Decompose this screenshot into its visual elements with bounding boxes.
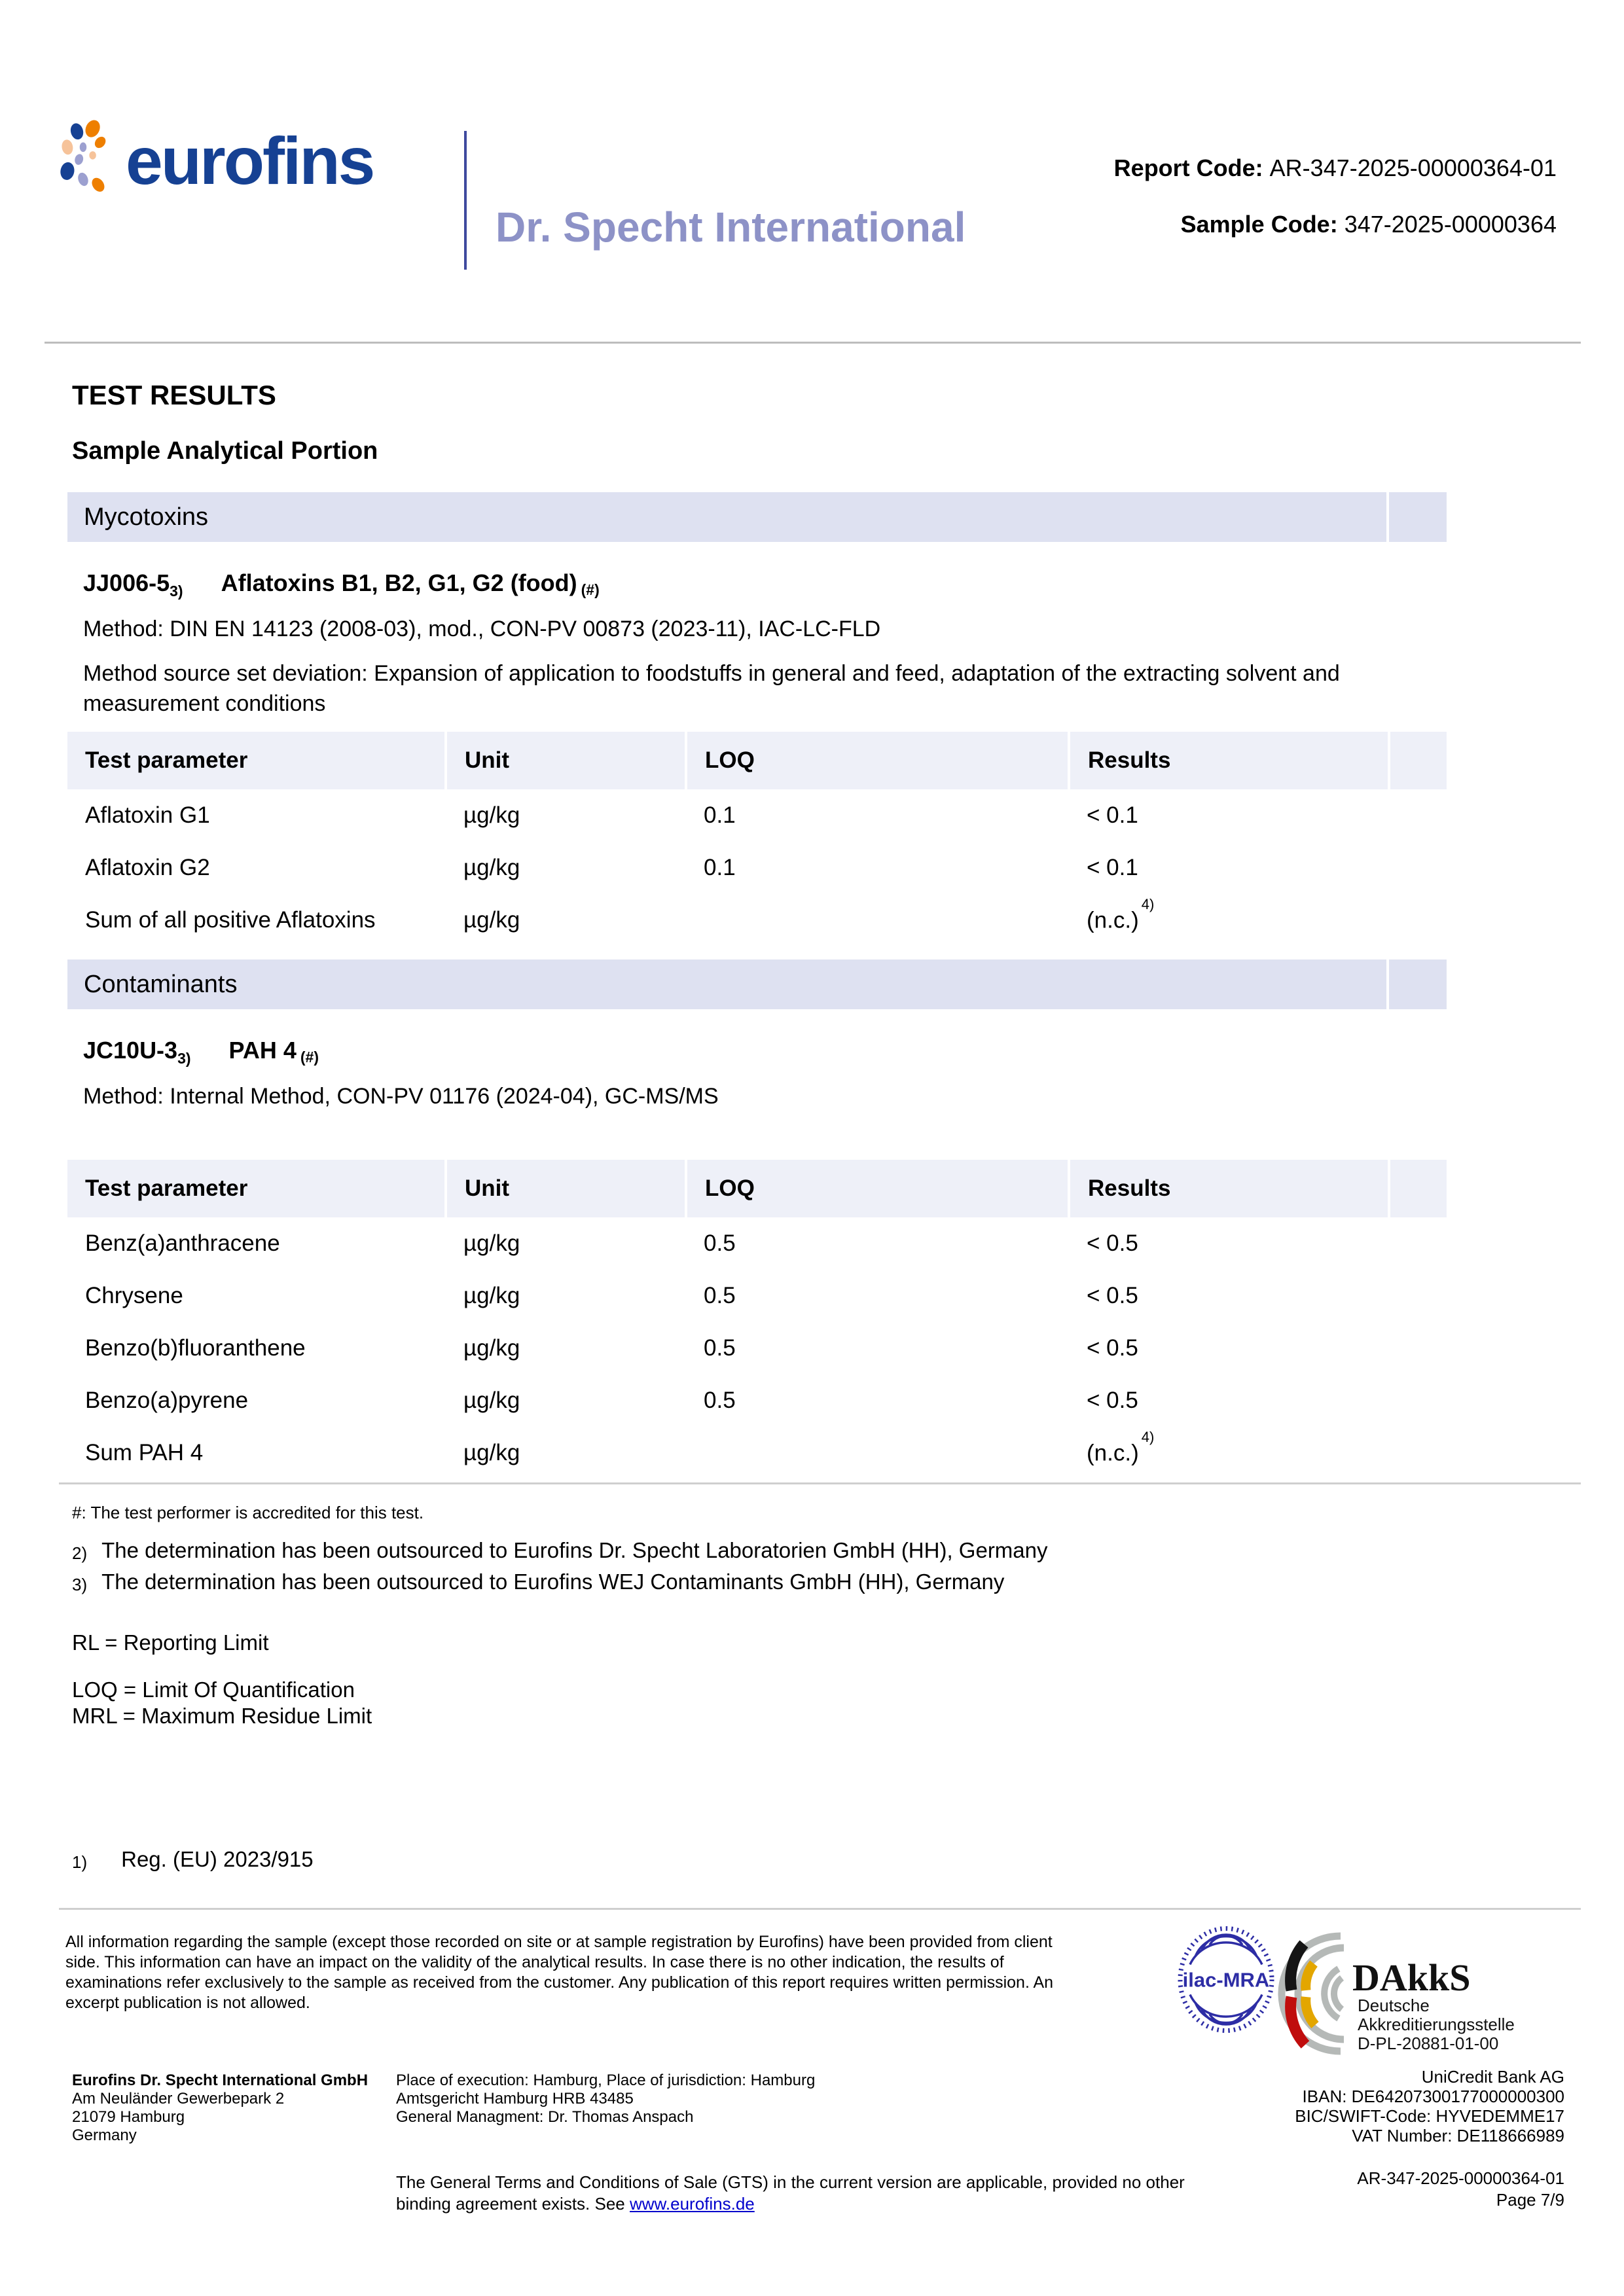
- cell-loq: [686, 1427, 1069, 1479]
- dakks-logo-icon: [1278, 1929, 1360, 2058]
- table-head: [67, 1160, 1447, 1217]
- col-header-results: Results: [1069, 732, 1389, 789]
- dakks-line-1: Deutsche: [1358, 1996, 1430, 2015]
- assay-title-contaminants: [83, 1037, 319, 1067]
- col-header-results: Results: [1069, 1160, 1389, 1217]
- abbreviation-loq: LOQ = Limit Of Quantification: [72, 1677, 355, 1702]
- cell-unit: µg/kg: [463, 1440, 520, 1465]
- abbreviation-loq-mrl: [72, 1677, 372, 1729]
- footer-company-street: Am Neuländer Gewerbepark 2: [72, 2090, 285, 2108]
- sample-code-label: Sample Code:: [1180, 211, 1338, 238]
- col-header-loq: LOQ: [686, 732, 1069, 789]
- cell-spacer: [1389, 1374, 1447, 1427]
- abbreviation-rl: RL = Reporting Limit: [72, 1630, 269, 1655]
- gts-note: [396, 2172, 1227, 2215]
- disclaimer-text: All information regarding the sample (except those recorded on site or at sample registration by Eurofins) have been provided from client side. This information can have an impact on the validity of the analytical results. In case there is no other indication, the results of examinations refer exclusively to the sample as received from the customer. Any publication of this report requires written permission. An excerpt publication is not allowed.: [65, 1933, 1054, 2012]
- footer-bic: BIC/SWIFT-Code: HYVEDEMME17: [1295, 2106, 1564, 2126]
- cell-result: < 0.5: [1087, 1230, 1138, 1256]
- cell-loq: 0.5: [704, 1283, 736, 1308]
- cell-result: < 0.5: [1087, 1283, 1138, 1308]
- col-header-test-parameter: Test parameter: [67, 732, 446, 789]
- col-header-test-parameter: Test parameter: [67, 1160, 446, 1217]
- cell-loq: 0.5: [704, 1230, 736, 1256]
- report-code-line: [1114, 155, 1557, 181]
- eurofins-link[interactable]: www.eurofins.de: [630, 2194, 755, 2214]
- section-band-contaminants: [67, 960, 1447, 1009]
- cell-spacer: [1389, 1322, 1447, 1374]
- cell-unit: µg/kg: [463, 1230, 520, 1256]
- cell-param: Benzo(b)fluoranthene: [85, 1335, 306, 1361]
- table-row: [67, 1374, 1447, 1427]
- brand-subtitle: Dr. Specht International: [496, 204, 966, 251]
- table-row: [67, 1427, 1447, 1479]
- section-band-mycotoxins: [67, 492, 1447, 542]
- results-table-mycotoxins: [67, 732, 1447, 946]
- footnote-1-regulation: [72, 1847, 314, 1872]
- dakks-line-2: Akkreditierungsstelle: [1358, 2015, 1515, 2034]
- cell-loq: 0.1: [704, 802, 736, 828]
- gts-text: The General Terms and Conditions of Sale (GTS) in the current version are applicable, provided no other binding agreement exists. See: [396, 2172, 1185, 2214]
- cell-result: $(n.c.)^{4)}$: [1087, 896, 1155, 933]
- footnote-text: The determination has been outsourced to Eurofins WEJ Contaminants GmbH (HH), Germany: [101, 1570, 1005, 1594]
- col-header-spacer: [1389, 732, 1447, 789]
- eurofins-logo-icon: [60, 120, 122, 195]
- table-row: [67, 1270, 1447, 1322]
- page-number: Page 7/9: [1496, 2190, 1564, 2210]
- footer-iban: IBAN: DE64207300177000000300: [1302, 2087, 1564, 2106]
- footer-report-ref: AR-347-2025-00000364-01: [1357, 2168, 1564, 2188]
- assay-title-mycotoxins: [83, 569, 600, 600]
- table-row: [67, 894, 1447, 946]
- assay-code: JC10U-3: [83, 1037, 178, 1064]
- footnote-marker: 2): [72, 1543, 88, 1563]
- cell-param: Chrysene: [85, 1283, 183, 1308]
- cell-result: $(n.c.)^{4)}$: [1087, 1429, 1155, 1466]
- cell-unit: µg/kg: [463, 1283, 520, 1308]
- cell-param: Benz(a)anthracene: [85, 1230, 280, 1256]
- results-table-contaminants: [67, 1160, 1447, 1479]
- table-row: [67, 842, 1447, 894]
- cell-loq: [686, 894, 1069, 946]
- cell-unit: µg/kg: [463, 1388, 520, 1413]
- page-info-block: [1357, 2168, 1564, 2211]
- footnote-marker: 1): [72, 1852, 88, 1872]
- col-header-spacer: [1389, 1160, 1447, 1217]
- footer-legal-line2: Amtsgericht Hamburg HRB 43485: [396, 2090, 634, 2108]
- dakks-line-3: D-PL-20881-01-00: [1358, 2034, 1499, 2053]
- cell-spacer: [1389, 842, 1447, 894]
- footnote-3: [72, 1570, 1004, 1594]
- assay-name: Aflatoxins B1, B2, G1, G2 (food): [221, 569, 577, 596]
- result-footnote-marker: 4): [1141, 1429, 1155, 1446]
- cell-spacer: [1389, 1270, 1447, 1322]
- sample-code-line: [1114, 211, 1557, 238]
- cell-result: < 0.1: [1087, 855, 1138, 880]
- cell-spacer: [1389, 894, 1447, 946]
- cell-unit: µg/kg: [463, 855, 520, 880]
- footer-company-block: [72, 2072, 368, 2145]
- cell-loq: 0.1: [704, 855, 736, 880]
- footer-company-name: Eurofins Dr. Specht International GmbH: [72, 2072, 369, 2089]
- accreditation-note: #: The test performer is accredited for this test.: [72, 1503, 424, 1522]
- method-line: Method: DIN EN 14123 (2008-03), mod., CON-PV 00873 (2023-11), IAC-LC-FLD: [83, 617, 881, 641]
- band-tail: [1389, 492, 1447, 542]
- cell-spacer: [1389, 789, 1447, 842]
- footnote-text: The determination has been outsourced to Eurofins Dr. Specht Laboratorien GmbH (HH), Germany: [101, 1538, 1048, 1562]
- cell-result: < 0.5: [1087, 1335, 1138, 1361]
- table-header-row: [67, 1160, 1447, 1217]
- section-band-label: Mycotoxins: [67, 492, 1386, 542]
- cell-param: Aflatoxin G2: [85, 855, 210, 880]
- cell-result: < 0.1: [1087, 802, 1138, 828]
- cell-spacer: [1389, 1217, 1447, 1270]
- cell-param: Aflatoxin G1: [85, 802, 210, 828]
- regulation-text: Reg. (EU) 2023/915: [121, 1847, 314, 1871]
- page-title: TEST RESULTS: [72, 380, 276, 410]
- cell-param: Sum PAH 4: [85, 1440, 204, 1465]
- cell-unit: µg/kg: [463, 802, 520, 828]
- report-code-value: AR-347-2025-00000364-01: [1269, 154, 1557, 181]
- footer-bank-name: UniCredit Bank AG: [1421, 2067, 1564, 2087]
- brand-divider: [464, 131, 467, 270]
- result-footnote-marker: 4): [1141, 896, 1155, 913]
- cell-param: Benzo(a)pyrene: [85, 1388, 249, 1413]
- footer-bank-block: [1295, 2067, 1564, 2145]
- col-header-unit: Unit: [446, 1160, 686, 1217]
- section-band-label: Contaminants: [67, 960, 1386, 1009]
- table-row: [67, 789, 1447, 842]
- footer-rule: [59, 1908, 1581, 1910]
- header-rule: [45, 342, 1581, 344]
- dakks-wordmark: DAkkS: [1352, 1956, 1471, 1999]
- footer-vat: VAT Number: DE118666989: [1352, 2126, 1564, 2145]
- cell-result: < 0.5: [1087, 1388, 1138, 1413]
- assay-code-footnote-marker: 3): [170, 583, 183, 600]
- table-head: [67, 732, 1447, 789]
- footer-legal-block: [396, 2072, 815, 2126]
- cell-unit: µg/kg: [463, 907, 520, 933]
- col-header-loq: LOQ: [686, 1160, 1069, 1217]
- dakks-accreditation-text: [1358, 1996, 1515, 2053]
- footer-legal-line1: Place of execution: Hamburg, Place of jurisdiction: Hamburg: [396, 2072, 816, 2089]
- assay-accreditation-marker: (#): [300, 1049, 319, 1066]
- assay-code-footnote-marker: 3): [177, 1050, 191, 1067]
- page-subtitle: Sample Analytical Portion: [72, 437, 378, 465]
- table-header-row: [67, 732, 1447, 789]
- footer-legal-line3: General Managment: Dr. Thomas Anspach: [396, 2108, 694, 2126]
- cell-loq: 0.5: [704, 1335, 736, 1361]
- table-row: [67, 1322, 1447, 1374]
- assay-name: PAH 4: [228, 1037, 297, 1064]
- cell-param: Sum of all positive Aflatoxins: [85, 907, 376, 933]
- method-line: Method: Internal Method, CON-PV 01176 (2024-04), GC-MS/MS: [83, 1084, 719, 1109]
- ilac-mra-label: ilac-MRA: [1182, 1968, 1270, 1992]
- sample-code-value: 347-2025-00000364: [1344, 211, 1557, 238]
- header-codes: [1114, 155, 1557, 238]
- ilac-mra-logo-icon: [1177, 1924, 1275, 2034]
- cell-spacer: [1389, 1427, 1447, 1479]
- footer-company-country: Germany: [72, 2126, 137, 2144]
- method-deviation-line: Method source set deviation: Expansion of application to foodstuffs in general and feed, adaptation of the extracting solvent and measurement conditions: [83, 661, 1340, 716]
- col-header-unit: Unit: [446, 732, 686, 789]
- abbreviation-mrl: MRL = Maximum Residue Limit: [72, 1704, 372, 1728]
- report-code-label: Report Code:: [1113, 154, 1263, 181]
- table-row: [67, 1217, 1447, 1270]
- divider-rule: [59, 1482, 1581, 1484]
- assay-code: JJ006-5: [83, 569, 170, 596]
- footnote-2: [72, 1538, 1048, 1563]
- cell-loq: 0.5: [704, 1388, 736, 1413]
- footnote-marker: 3): [72, 1575, 88, 1594]
- assay-accreditation-marker: (#): [581, 581, 600, 598]
- band-tail: [1389, 960, 1447, 1009]
- cell-unit: µg/kg: [463, 1335, 520, 1361]
- footer-company-city: 21079 Hamburg: [72, 2108, 185, 2126]
- brand-wordmark: eurofins: [126, 124, 374, 198]
